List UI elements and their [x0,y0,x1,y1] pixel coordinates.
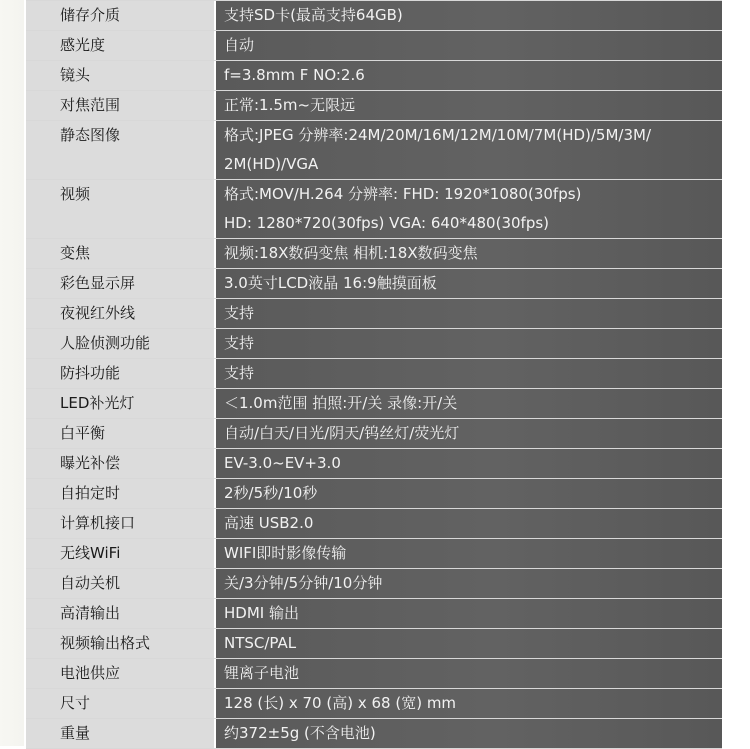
spec-row [26,689,722,719]
spec-label: 静态图像 [26,121,216,179]
spec-value-line: f=3.8mm F NO:2.6 [224,66,365,84]
spec-label: 计算机接口 [26,509,216,538]
spec-row [26,61,722,91]
spec-value-line: 支持SD卡(最高支持64GB) [224,6,403,24]
spec-value-line: EV-3.0~EV+3.0 [224,454,341,472]
spec-row [26,629,722,659]
spec-value-line: HD: 1280*720(30fps) VGA: 640*480(30fps) [224,214,550,232]
spec-value-line: ＜1.0m范围 拍照:开/关 录像:开/关 [224,394,458,412]
spec-value [216,509,722,538]
spec-value-line: 锂离子电池 [224,664,300,682]
spec-row [26,569,722,599]
spec-label: 感光度 [26,31,216,60]
spec-value [216,389,722,418]
spec-value-line: 格式:MOV/H.264 分辨率: FHD: 1920*1080(30fps) [224,185,582,203]
spec-value [216,539,722,568]
spec-row [26,180,722,239]
spec-label: 自动关机 [26,569,216,598]
spec-value-line: WIFI即时影像传输 [224,544,347,562]
spec-value-line: 128 (长) x 70 (高) x 68 (宽) mm [224,694,457,712]
spec-label: 镜头 [26,61,216,90]
spec-value [216,269,722,298]
spec-row [26,329,722,359]
spec-row [26,419,722,449]
spec-row [26,299,722,329]
spec-value-line: 关/3分钟/5分钟/10分钟 [224,574,383,592]
spec-label: 无线WiFi [26,539,216,568]
spec-value-line: 2M(HD)/VGA [224,155,319,173]
spec-row [26,269,722,299]
spec-label: 自拍定时 [26,479,216,508]
spec-value-line: 2秒/5秒/10秒 [224,484,318,502]
spec-row [26,121,722,180]
spec-value [216,599,722,628]
spec-value-line: 3.0英寸LCD液晶 16:9触摸面板 [224,274,437,292]
spec-row [26,91,722,121]
spec-value [216,329,722,358]
spec-value [216,629,722,658]
spec-value [216,449,722,478]
spec-value-line: 正常:1.5m~无限远 [224,96,356,114]
spec-value-line: 支持 [224,364,255,382]
spec-label: 防抖功能 [26,359,216,388]
spec-row [26,239,722,269]
spec-value-line: NTSC/PAL [224,634,297,652]
spec-label: 夜视红外线 [26,299,216,328]
spec-label: 尺寸 [26,689,216,718]
spec-row [26,599,722,629]
spec-table [26,0,722,749]
spec-value [216,419,722,448]
spec-value [216,239,722,268]
spec-label: 重量 [26,719,216,748]
spec-row [26,359,722,389]
spec-value [216,359,722,388]
spec-value [216,479,722,508]
spec-label: 视频 [26,180,216,238]
spec-label: 电池供应 [26,659,216,688]
spec-value [216,91,722,120]
spec-row [26,479,722,509]
spec-label: 对焦范围 [26,91,216,120]
spec-label: 视频输出格式 [26,629,216,658]
spec-value-line: 支持 [224,304,255,322]
spec-label: 储存介质 [26,1,216,30]
spec-label: 变焦 [26,239,216,268]
spec-label: 高清输出 [26,599,216,628]
spec-value-line: 约372±5g (不含电池) [224,724,376,742]
spec-value [216,299,722,328]
spec-value-line: 自动/白天/日光/阴天/钨丝灯/荧光灯 [224,424,460,442]
spec-value [216,180,722,238]
spec-value [216,121,722,179]
spec-value [216,659,722,688]
spec-value-line: HDMI 输出 [224,604,299,622]
spec-row [26,1,722,31]
spec-value-line: 视频:18X数码变焦 相机:18X数码变焦 [224,244,478,262]
spec-value [216,1,722,30]
spec-label: 彩色显示屏 [26,269,216,298]
spec-value-line: 格式:JPEG 分辨率:24M/20M/16M/12M/10M/7M(HD)/5M/3M/ [224,126,652,144]
spec-value [216,689,722,718]
spec-label: 人脸侦测功能 [26,329,216,358]
spec-label: LED补光灯 [26,389,216,418]
spec-label: 曝光补偿 [26,449,216,478]
spec-value-line: 支持 [224,334,255,352]
spec-row [26,539,722,569]
spec-row [26,719,722,749]
spec-value [216,61,722,90]
spec-value-line: 高速 USB2.0 [224,514,314,532]
spec-row [26,389,722,419]
spec-row [26,449,722,479]
spec-row [26,31,722,61]
spec-value [216,569,722,598]
spec-value [216,719,722,748]
spec-row [26,659,722,689]
spec-value [216,31,722,60]
spec-row [26,509,722,539]
spec-label: 白平衡 [26,419,216,448]
spec-value-line: 自动 [224,36,255,54]
